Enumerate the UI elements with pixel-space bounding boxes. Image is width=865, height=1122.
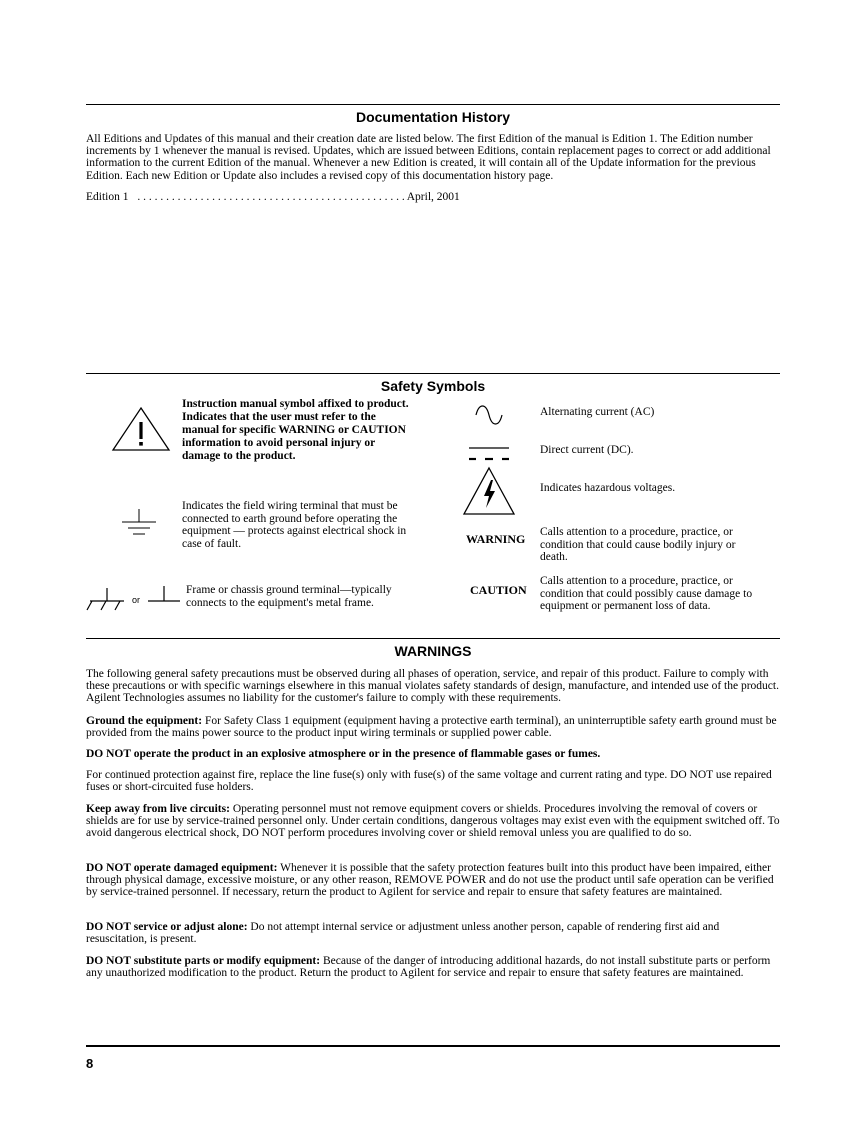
ac-text: Alternating current (AC) xyxy=(540,406,655,418)
alone-paragraph xyxy=(86,921,780,945)
warnings-rule xyxy=(86,638,780,639)
ground-paragraph xyxy=(86,715,780,739)
warning-text: Calls attention to a procedure, practice, or condition that could cause bodily injury or death. xyxy=(540,526,736,564)
hazardous-voltage-icon xyxy=(462,466,516,516)
edition-leader: . . . . . . . . . . . . . . . . . . . . . . . . . . . . . . . . . . . . . . . . . . . . . . . xyxy=(137,191,405,203)
edition-line xyxy=(86,190,460,204)
hazardous-text: Indicates hazardous voltages. xyxy=(540,482,676,494)
damaged-lead: DO NOT operate damaged equipment: xyxy=(86,862,278,874)
chassis-ground-icon xyxy=(147,585,181,605)
frame-ground-icon xyxy=(86,585,128,613)
warnings-intro: The following general safety precautions must be observed during all phases of operation, service, and repair of this product. Failure to comply with these precautions or with specific warnings elsewhere in this manual violates safety standards of design, manufacture, and intended use of the product. Agilent Technologies assumes no liability for the customer's failure to comply with these requirements. xyxy=(86,668,779,705)
instruction-manual-text: Instruction manual symbol affixed to product. Indicates that the user must refer to the manual for specific WARNING or CAUTION information to avoid personal injury or damage to the product. xyxy=(182,398,409,462)
doc-history-rule xyxy=(86,104,780,105)
warnings-title: WARNINGS xyxy=(394,643,472,659)
caution-label: CAUTION xyxy=(470,583,527,597)
warning-triangle-icon xyxy=(110,406,172,452)
safety-title: Safety Symbols xyxy=(380,378,486,394)
explosive-paragraph xyxy=(86,748,780,760)
ground-text: For Safety Class 1 equipment (equipment having a protective earth terminal), an uninterruptible safety earth ground must be provided from the mains power source to the product input wiring terminals or supplied power cable. xyxy=(86,715,777,740)
edition-date: April, 2001 xyxy=(406,191,460,203)
fire-paragraph: For continued protection against fire, replace the line fuse(s) only with fuse(s) of the same voltage and current rating and type. DO NOT use repaired fuses or short-circuited fuse holders. xyxy=(86,769,772,794)
explosive-text: DO NOT operate the product in an explosive atmosphere or in the presence of flammable gases or fumes. xyxy=(86,748,601,760)
frame-ground-text: Frame or chassis ground terminal—typically connects to the equipment's metal frame. xyxy=(186,584,392,609)
safety-rule xyxy=(86,373,780,374)
ac-wave-icon xyxy=(474,404,504,426)
edition-label: Edition 1 xyxy=(86,191,129,203)
frame-or-text: or xyxy=(132,595,141,605)
doc-history-title: Documentation History xyxy=(355,109,510,125)
page-number: 8 xyxy=(86,1056,94,1071)
damaged-text: Whenever it is possible that the safety protection features built into this product have been impaired, either through physical damage, excessive moisture, or any other reason, REMOVE POWER and do not use the product until safe operation can be verified by service-trained personnel. If necessary, return the product to Agilent for service and repair to ensure that safety features are maintained. xyxy=(86,862,774,899)
earth-ground-text: Indicates the field wiring terminal that must be connected to earth ground before operating the equipment — protects against electrical shock in case of fault. xyxy=(182,500,407,550)
alone-lead: DO NOT service or adjust alone: xyxy=(86,921,248,933)
live-circuits-paragraph xyxy=(86,803,780,840)
substitute-text: Because of the danger of introducing additional hazards, do not install substitute parts or perform any unauthorized modification to the product. Return the product to Agilent for service and repair to ensure that safety features are maintained. xyxy=(86,955,771,980)
substitute-paragraph xyxy=(86,955,780,979)
substitute-lead: DO NOT substitute parts or modify equipment: xyxy=(86,955,321,967)
live-text: Operating personnel must not remove equipment covers or shields. Procedures involving the removal of covers or shields are for use by service-trained personnel only. Under certain conditions, dangerous voltages may exist even with the equipment switched off. To avoid dangerous electrical shock, DO NOT perform procedures involving cover or shield removal unless you are qualified to do so. xyxy=(86,803,780,840)
warning-label: WARNING xyxy=(466,532,526,546)
dc-icon xyxy=(468,445,512,463)
dc-text: Direct current (DC). xyxy=(540,444,634,456)
live-lead: Keep away from live circuits: xyxy=(86,803,230,815)
alone-text: Do not attempt internal service or adjustment unless another person, capable of rendering first aid and resuscitation, is present. xyxy=(86,921,720,946)
ground-lead: Ground the equipment: xyxy=(86,715,203,727)
doc-history-body: All Editions and Updates of this manual and their creation date are listed below. The first Edition of the manual is Edition 1. The Edition number increments by 1 whenever the manual is revised. Updates, which are issued between Editions, contain replacement pages to correct or add additional information to the current Edition of the manual. Whenever a new Edition is created, it will contain all of the Update information for the previous Edition. Each new Edition or Update also includes a revised copy of this documentation history page. xyxy=(86,133,771,182)
damaged-paragraph xyxy=(86,862,780,899)
earth-ground-icon xyxy=(120,508,158,538)
caution-text: Calls attention to a procedure, practice, or condition that could possibly cause damage to equipment or permanent loss of data. xyxy=(540,575,753,613)
footer-rule xyxy=(86,1045,780,1047)
